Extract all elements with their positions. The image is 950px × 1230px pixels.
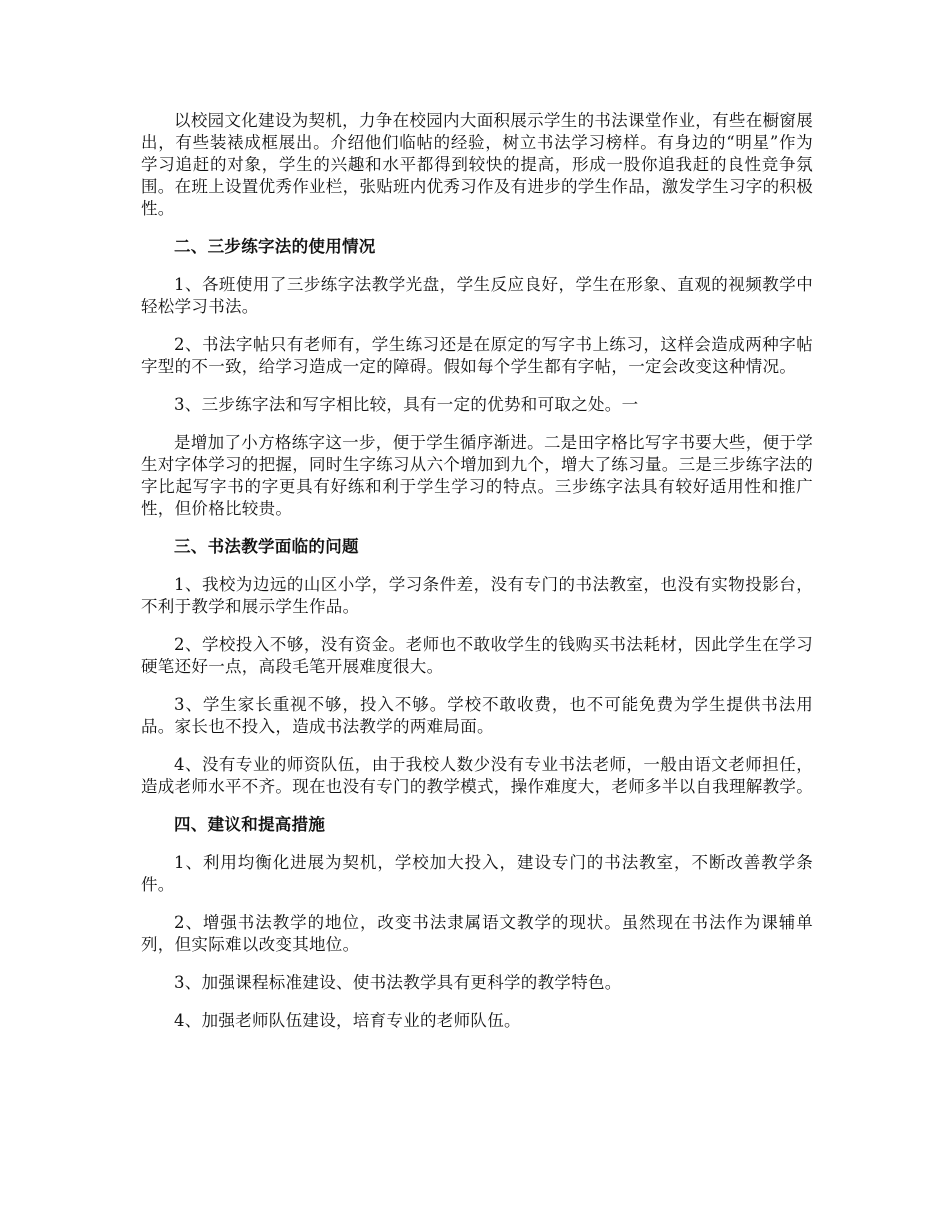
section-3-heading: 三、书法教学面临的问题 (174, 537, 359, 556)
section-3-item-4: 4、没有专业的师资队伍，由于我校人数少没有专业书法老师，一般由语文老师担任，造成老师水平不齐。现在也没有专门的教学模式，操作难度大，老师多半以自我理解教学。 (141, 755, 813, 796)
section-2-item-1: 1、各班使用了三步练字法教学光盘，学生反应良好，学生在形象、直观的视频教学中轻松学习书法。 (141, 275, 813, 316)
document-page (141, 110, 813, 1048)
section-4-item-1: 1、利用均衡化进展为契机，学校加大投入，建设专门的书法教室，不断改善教学条件。 (141, 853, 813, 894)
section-3-item-3: 3、学生家长重视不够，投入不够。学校不敢收费，也不可能免费为学生提供书法用品。家长也不投入，造成书法教学的两难局面。 (141, 695, 813, 736)
section-3-item-1: 1、我校为边远的山区小学，学习条件差，没有专门的书法教室，也没有实物投影台，不利于教学和展示学生作品。 (141, 575, 813, 616)
section-2-heading: 二、三步练字法的使用情况 (174, 237, 376, 256)
section-4-item-2: 2、增强书法教学的地位，改变书法隶属语文教学的现状。虽然现在书法作为课辅单列，但实际难以改变其地位。 (141, 913, 813, 954)
section-4-heading: 四、建议和提高措施 (174, 815, 326, 834)
section-4-item-4: 4、加强老师队伍建设，培育专业的老师队伍。 (174, 1011, 521, 1030)
section-2-item-3: 3、三步练字法和写字相比较，具有一定的优势和可取之处。一 (174, 395, 639, 414)
section-4-item-3: 3、加强课程标准建设、使书法教学具有更科学的教学特色。 (174, 973, 622, 992)
intro-paragraph: 以校园文化建设为契机，力争在校园内大面积展示学生的书法课堂作业，有些在橱窗展出，有些装裱成框展出。介绍他们临帖的经验，树立书法学习榜样。有身边的“明星”作为学习追赶的对象，学生的兴趣和水平都得到较快的提高，形成一股你追我赶的良性竞争氛围。在班上设置优秀作业栏，张贴班内优秀习作及有进步的学生作品，激发学生习字的积极性。 (141, 111, 813, 218)
section-2-item-2: 2、书法字帖只有老师有，学生练习还是在原定的写字书上练习，这样会造成两种字帖字型的不一致，给学习造成一定的障碍。假如每个学生都有字帖，一定会改变这种情况。 (141, 335, 813, 376)
section-2-item-3-continued: 是增加了小方格练字这一步，便于学生循序渐进。二是田字格比写字书要大些，便于学生对字体学习的把握，同时生字练习从六个增加到九个，增大了练习量。三是三步练字法的字比起写字书的字更具有好练和利于学生学习的特点。三步练字法具有较好适用性和推广性，但价格比较贵。 (141, 433, 813, 518)
section-3-item-2: 2、学校投入不够，没有资金。老师也不敢收学生的钱购买书法耗材，因此学生在学习硬笔还好一点，高段毛笔开展难度很大。 (141, 635, 813, 676)
